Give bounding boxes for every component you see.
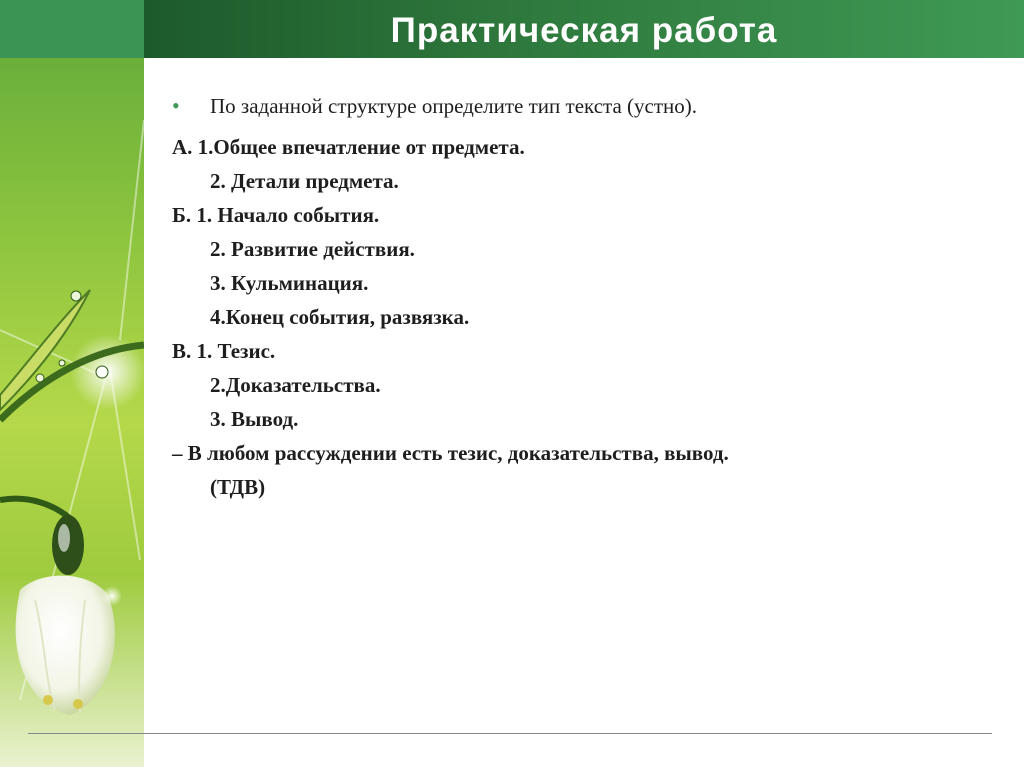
- structure-line: А. 1.Общее впечатление от предмета.: [172, 135, 525, 159]
- structure-line: 2. Детали предмета.: [210, 169, 399, 193]
- structure-line: – В любом рассуждении есть тезис, доказательства, вывод.: [172, 441, 729, 465]
- bullet-text: По заданной структуре определите тип текста (устно).: [210, 94, 698, 118]
- structure-line: В. 1. Тезис.: [172, 339, 276, 363]
- slide-title: Практическая работа: [390, 11, 778, 50]
- structure-line: 3. Кульминация.: [210, 271, 369, 295]
- slide-content: [172, 92, 992, 504]
- structure-line: 4.Конец события, развязка.: [210, 305, 470, 329]
- bullet-item: [172, 92, 992, 120]
- bullet-dot-icon: •: [172, 93, 180, 118]
- structure-line: 2. Развитие действия.: [210, 237, 415, 261]
- structure-group-v: [172, 334, 992, 436]
- structure-group-a: [172, 130, 992, 198]
- structure-group-b: [172, 198, 992, 334]
- structure-line: 2.Доказательства.: [210, 373, 381, 397]
- bottom-divider: [28, 733, 992, 734]
- structure-line: (ТДВ): [210, 475, 266, 499]
- structure-line: 3. Вывод.: [210, 407, 299, 431]
- conclusion-note: [172, 436, 992, 504]
- decorative-side-panel: [0, 0, 144, 767]
- snowdrop-flower-illustration: [0, 0, 144, 767]
- structure-line: Б. 1. Начало события.: [172, 203, 380, 227]
- side-panel-top-band: [0, 0, 144, 58]
